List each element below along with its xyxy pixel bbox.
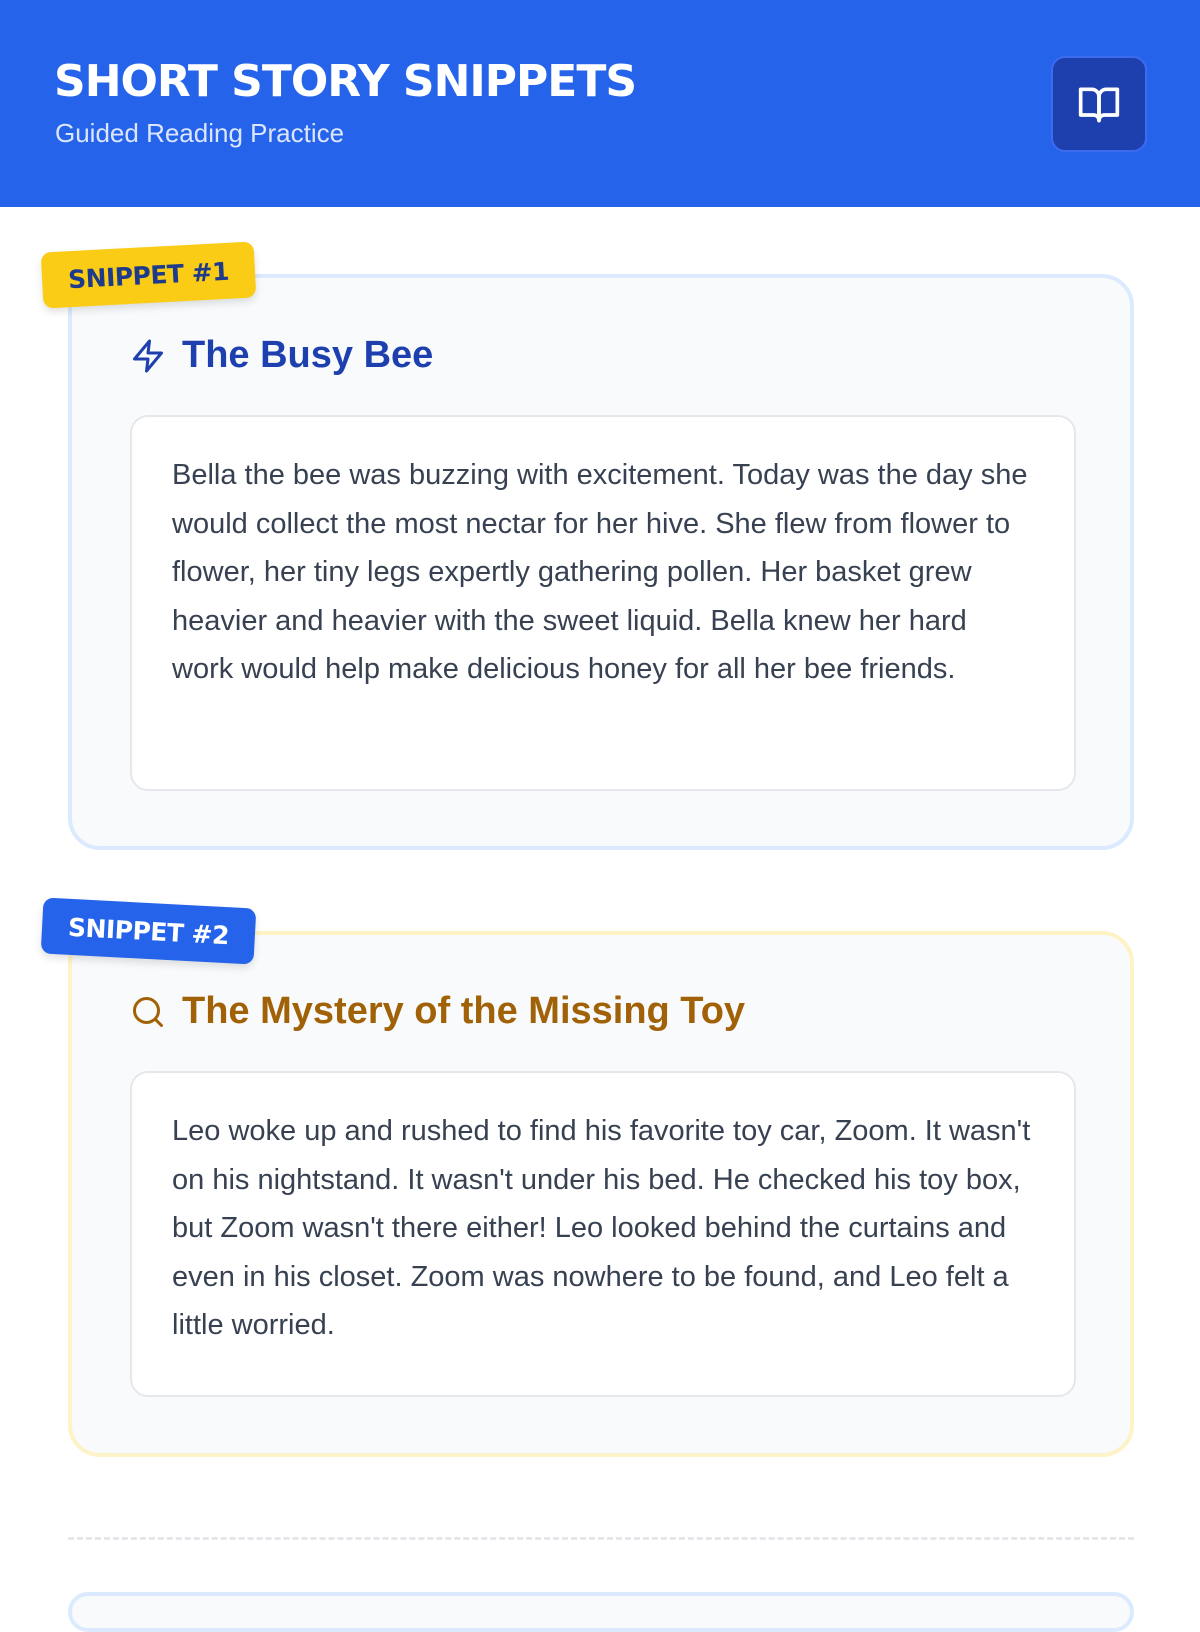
snippet-tag: SNIPPET #2 xyxy=(41,897,257,964)
snippet-card-1 xyxy=(68,274,1134,850)
magnifier-icon xyxy=(130,993,166,1031)
page-subtitle: Guided Reading Practice xyxy=(55,118,345,148)
section-divider xyxy=(68,1537,1134,1540)
snippet-tag: SNIPPET #1 xyxy=(41,241,257,308)
book-open-icon xyxy=(1073,82,1125,126)
page-header xyxy=(0,0,1200,207)
next-card-edge xyxy=(68,1592,1134,1632)
snippet-card-2 xyxy=(68,931,1134,1457)
snippet-title xyxy=(130,334,433,377)
snippet-title xyxy=(130,990,745,1033)
story-text: Leo woke up and rushed to find his favorite toy car, Zoom. It wasn't on his nightstand. It wasn't under his bed. He checked his toy box, but Zoom wasn't there either! Leo looked behind the curtains and even in his closet. Zoom was nowhere to be found, and Leo felt a little worried. xyxy=(130,1071,1076,1397)
story-text: Bella the bee was buzzing with excitement. Today was the day she would collect the most nectar for her hive. She flew from flower to flower, her tiny legs expertly gathering pollen. Her basket grew heavier and heavier with the sweet liquid. Bella knew her hard work would help make delicious honey for all her bee friends. xyxy=(130,415,1076,791)
page-title: SHORT STORY SNIPPETS xyxy=(54,56,637,107)
book-button[interactable] xyxy=(1051,56,1147,152)
snippet-title-text: The Busy Bee xyxy=(182,334,434,376)
snippet-title-text: The Mystery of the Missing Toy xyxy=(182,990,746,1032)
lightning-icon xyxy=(130,337,166,375)
